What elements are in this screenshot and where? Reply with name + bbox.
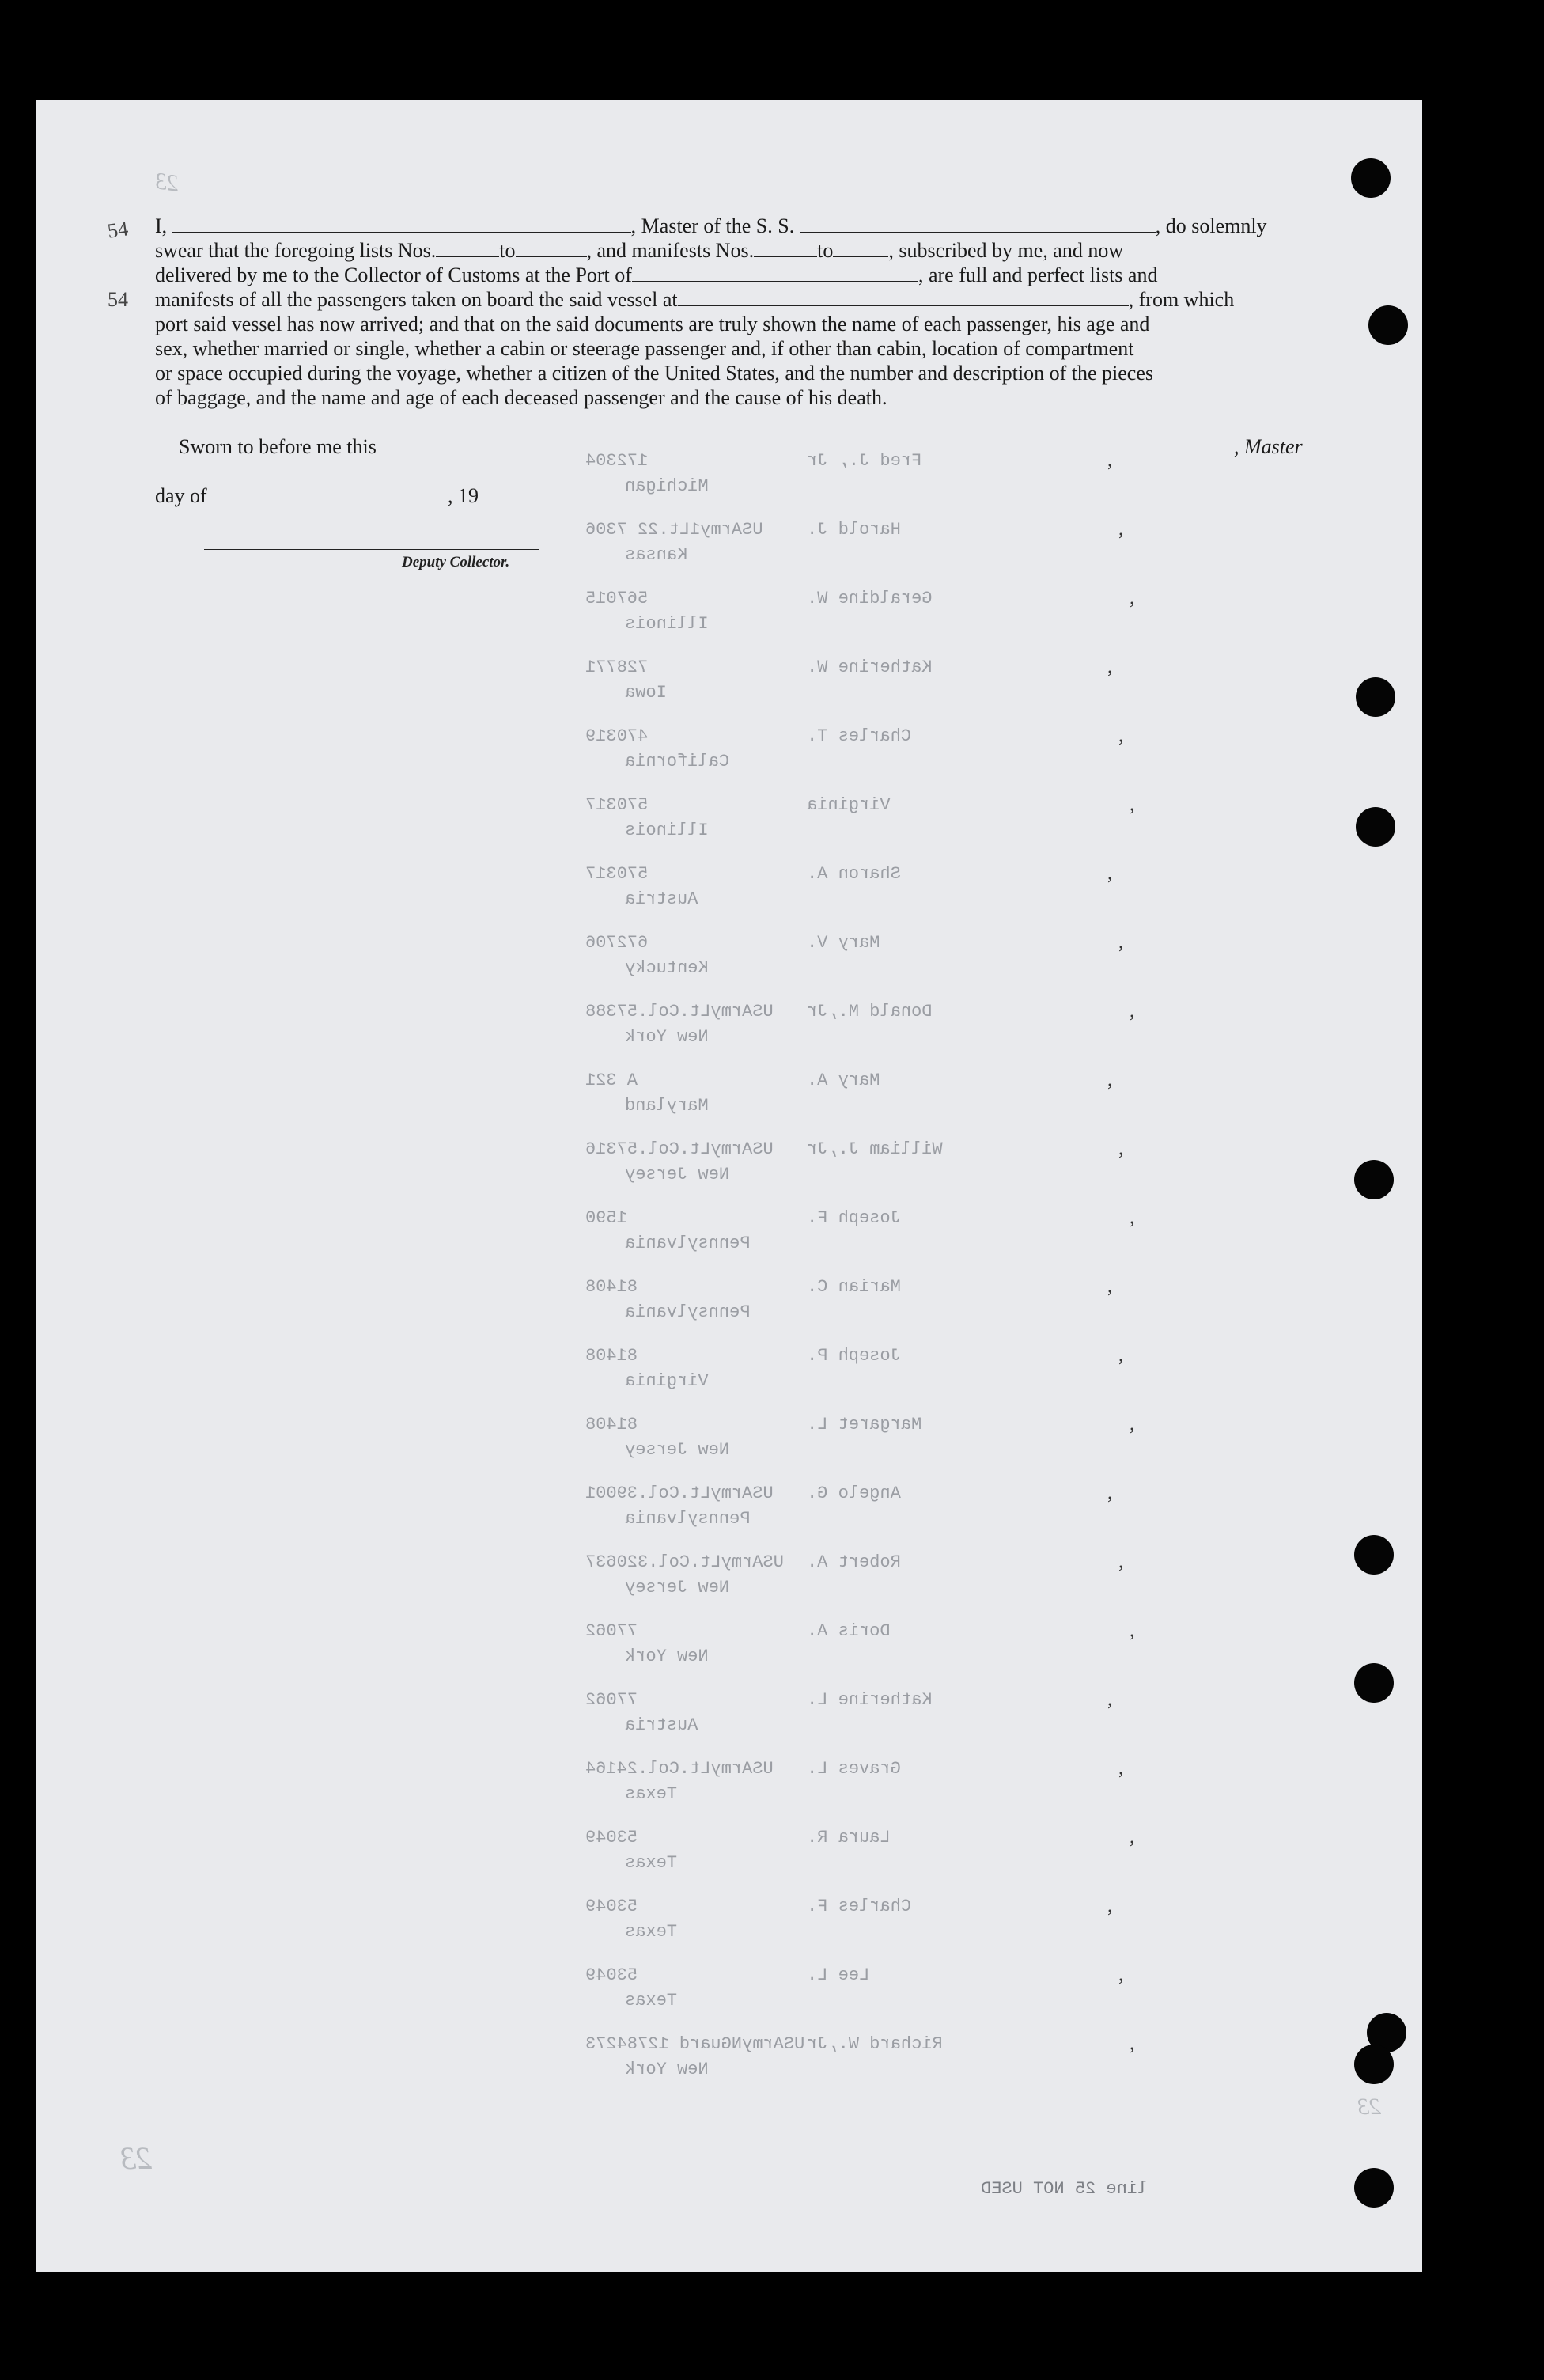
master-label: , Master xyxy=(1234,435,1303,458)
ship-name-blank xyxy=(800,216,1156,233)
bleed-through-record: USArmyLt.Col.39001 xyxy=(585,1484,774,1503)
bleed-through-record: 567015 xyxy=(585,589,649,608)
comma-mark: , xyxy=(1118,1756,1124,1779)
bleed-through-name: Geraldine W. xyxy=(807,589,933,608)
oath-text: to xyxy=(817,239,834,262)
manifest-to-blank xyxy=(833,241,888,257)
oath-line-4 xyxy=(155,287,1316,312)
bleed-through-name: Doris A. xyxy=(807,1621,891,1641)
bleed-through-place: New York xyxy=(625,2060,709,2079)
sworn-text: Sworn to before me this xyxy=(179,435,377,458)
list-to-blank xyxy=(516,241,587,257)
departure-port-blank xyxy=(678,290,1129,306)
bleed-through-place: Kentucky xyxy=(625,958,709,978)
manifest-page xyxy=(36,100,1422,2272)
oath-line-1 xyxy=(155,214,1316,238)
bleed-through-name: Graves L. xyxy=(807,1759,901,1779)
bleed-through-place: Illinois xyxy=(625,820,709,840)
bleed-through-name: Harold J. xyxy=(807,520,901,540)
bleed-through-name: Marian C. xyxy=(807,1277,901,1297)
comma-mark: , xyxy=(1107,448,1113,471)
punch-hole xyxy=(1356,807,1395,847)
bleed-through-place: Austria xyxy=(625,889,698,909)
comma-mark: , xyxy=(1118,1136,1124,1159)
comma-mark: , xyxy=(1107,1067,1113,1090)
comma-mark: , xyxy=(1107,654,1113,677)
punch-hole xyxy=(1354,2168,1394,2208)
bleed-through-place: Iowa xyxy=(625,683,667,703)
bleed-through-place: Michigan xyxy=(625,476,709,496)
list-from-blank xyxy=(436,241,499,257)
bleed-through-place: Texas xyxy=(625,1991,678,2010)
bleed-through-record: 77062 xyxy=(585,1621,638,1641)
bleed-through-name: Charles F. xyxy=(807,1897,912,1916)
oath-line-2 xyxy=(155,238,1316,263)
comma-mark: , xyxy=(1130,999,1135,1021)
comma-mark: , xyxy=(1107,1274,1113,1297)
punch-hole xyxy=(1354,2045,1394,2084)
bleed-through-name: Charles T. xyxy=(807,726,912,746)
comma-mark: , xyxy=(1107,1687,1113,1710)
bleed-through-record: 53049 xyxy=(585,1965,638,1985)
bleed-through-record: 81408 xyxy=(585,1346,638,1366)
bleed-through-name: Virginia xyxy=(807,795,891,815)
year-label: , 19 xyxy=(448,484,479,507)
comma-mark: , xyxy=(1107,861,1113,884)
comma-mark: , xyxy=(1130,1618,1135,1641)
comma-mark: , xyxy=(1130,586,1135,608)
bleed-through-name: Mary A. xyxy=(807,1071,880,1090)
bleed-through-place: Kansas xyxy=(625,545,688,565)
punch-hole xyxy=(1354,1160,1394,1199)
oath-text: , and manifests Nos. xyxy=(586,239,755,262)
oath-text: swear that the foregoing lists Nos. xyxy=(155,239,437,262)
day-of-label: day of xyxy=(155,484,207,507)
punch-hole xyxy=(1351,158,1391,198)
comma-mark: , xyxy=(1118,1962,1124,1985)
bleed-through-record: 172304 xyxy=(585,451,649,471)
comma-mark: , xyxy=(1130,1412,1135,1434)
comma-mark: , xyxy=(1118,930,1124,953)
bleed-through-name: Robert A. xyxy=(807,1552,901,1572)
bleed-through-record: 81408 xyxy=(585,1415,638,1434)
bleed-through-name: Mary V. xyxy=(807,933,880,953)
bleed-through-place: New Jersey xyxy=(625,1165,730,1184)
comma-mark: , xyxy=(1130,1205,1135,1228)
page-number-stamp: 23 xyxy=(120,2140,152,2176)
page-number-stamp: 23 xyxy=(1357,2094,1381,2120)
bleed-through-record: USArmyLt.Col.24164 xyxy=(585,1759,774,1779)
bleed-through-name: Richard W.,Jr xyxy=(807,2034,943,2054)
bleed-through-name: Angelo G. xyxy=(807,1484,901,1503)
bleed-through-place: Maryland xyxy=(625,1096,709,1116)
oath-text: to xyxy=(499,239,516,262)
oath-line-6: sex, whether married or single, whether a cabin or steerage passenger and, if other than cabin, location of compartment xyxy=(155,337,1134,360)
bleed-through-place: New York xyxy=(625,1647,709,1666)
bleed-through-name: Fred J., Jr xyxy=(807,451,922,471)
bleed-through-record: A 321 xyxy=(585,1071,638,1090)
comma-mark: , xyxy=(1130,2031,1135,2054)
manifest-from-blank xyxy=(754,241,817,257)
bleed-through-place: Texas xyxy=(625,1922,678,1942)
bleed-through-place: New York xyxy=(625,1027,709,1047)
oath-text: , subscribed by me, and now xyxy=(888,239,1124,262)
bleed-through-name: Katherine L. xyxy=(807,1690,933,1710)
bleed-through-place: Austria xyxy=(625,1715,698,1735)
bleed-through-place: Texas xyxy=(625,1853,678,1873)
oath-text: I, xyxy=(155,214,168,237)
bleed-through-record: 728771 xyxy=(585,658,649,677)
oath-paragraph xyxy=(155,214,1316,410)
bleed-through-place: Pennsylvania xyxy=(625,1234,751,1253)
bleed-through-record: 53049 xyxy=(585,1828,638,1848)
oath-line-8: of baggage, and the name and age of each deceased passenger and the cause of his death. xyxy=(155,386,887,409)
bleed-through-record: 81408 xyxy=(585,1277,638,1297)
bleed-through-record: 570317 xyxy=(585,864,649,884)
bleed-through-name: Joseph F. xyxy=(807,1208,901,1228)
bleed-through-place: California xyxy=(625,752,730,771)
bleed-through-record: USArmy1Lt.22 7306 xyxy=(585,520,763,540)
oath-line-7: or space occupied during the voyage, whether a citizen of the United States, and the number and description of the pieces xyxy=(155,362,1154,385)
comma-mark: , xyxy=(1130,1825,1135,1848)
comma-mark: , xyxy=(1130,792,1135,815)
bleed-through-record: 77062 xyxy=(585,1690,638,1710)
oath-text: , Master of the S. S. xyxy=(630,214,795,237)
footer-note: line 25 NOT USED xyxy=(981,2179,1149,2199)
comma-mark: , xyxy=(1118,517,1124,540)
bleed-through-name: Margaret L. xyxy=(807,1415,922,1434)
bleed-through-record: 672706 xyxy=(585,933,649,953)
bleed-through-name: Laura R. xyxy=(807,1828,891,1848)
bleed-through-place: Virginia xyxy=(625,1371,709,1391)
bleed-through-record: 1590 xyxy=(585,1208,627,1228)
deputy-collector-label: Deputy Collector. xyxy=(402,554,510,570)
bleed-through-record: USArmyNGuard 12784273 xyxy=(585,2034,805,2054)
comma-mark: , xyxy=(1118,723,1124,746)
oath-text: , from which xyxy=(1128,288,1235,311)
bleed-through-place: New Jersey xyxy=(625,1440,730,1460)
bleed-through-record: 570317 xyxy=(585,795,649,815)
master-name-blank xyxy=(172,216,631,233)
oath-text: delivered by me to the Collector of Customs at the Port of xyxy=(155,263,632,286)
comma-mark: , xyxy=(1107,1893,1113,1916)
bleed-through-name: Lee L. xyxy=(807,1965,870,1985)
bleed-through-name: Katherine W. xyxy=(807,658,933,677)
oath-line-5: port said vessel has now arrived; and that on the said documents are truly shown the name of each passenger, his age and xyxy=(155,313,1150,335)
deputy-signature-line xyxy=(204,549,539,550)
bleed-through-name: William J.,Jr xyxy=(807,1139,943,1159)
bleed-through-record: 470319 xyxy=(585,726,649,746)
bleed-through-record: 53049 xyxy=(585,1897,638,1916)
bleed-through-place: Pennsylvania xyxy=(625,1302,751,1322)
punch-hole xyxy=(1368,305,1408,345)
oath-text: manifests of all the passengers taken on board the said vessel at xyxy=(155,288,678,311)
oath-line-3 xyxy=(155,263,1316,287)
bleed-through-place: Illinois xyxy=(625,614,709,634)
punch-hole xyxy=(1356,677,1395,717)
bleed-through-place: New Jersey xyxy=(625,1578,730,1597)
comma-mark: , xyxy=(1118,1549,1124,1572)
bleed-through-name: Donald M.,Jr xyxy=(807,1002,933,1021)
bleed-through-record: USArmyLt.Col.57388 xyxy=(585,1002,774,1021)
port-blank xyxy=(632,265,918,282)
bleed-through-place: Texas xyxy=(625,1784,678,1804)
bleed-through-record: USArmyLt.Col.57316 xyxy=(585,1139,774,1159)
oath-text: , are full and perfect lists and xyxy=(918,263,1158,286)
punch-hole xyxy=(1354,1535,1394,1575)
comma-mark: , xyxy=(1107,1480,1113,1503)
margin-note: 54 xyxy=(106,217,130,243)
bleed-through-name: Joseph P. xyxy=(807,1346,901,1366)
margin-note: 54 xyxy=(108,288,128,311)
bleed-through-name: Sharon A. xyxy=(807,864,901,884)
comma-mark: , xyxy=(1118,1343,1124,1366)
oath-text: , do solemnly xyxy=(1155,214,1267,237)
punch-hole xyxy=(1354,1663,1394,1703)
bleed-through-place: Pennsylvania xyxy=(625,1509,751,1529)
bleed-through-record: USArmyLt.Col.320637 xyxy=(585,1552,784,1572)
page-number-stamp: 23 xyxy=(153,168,181,197)
